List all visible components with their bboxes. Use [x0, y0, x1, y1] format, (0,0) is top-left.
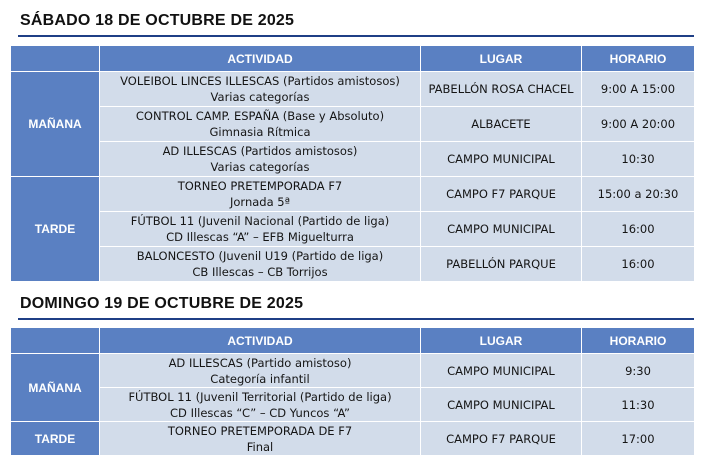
activity-cell: [100, 177, 421, 212]
time-cell: 10:30: [582, 142, 695, 177]
activity-line2: Final: [246, 439, 274, 454]
activity-line1: TORNEO PRETEMPORADA DE F7: [167, 423, 353, 438]
header-slot-blank: [11, 46, 100, 72]
activity-line2: Gimnasia Rítmica: [209, 125, 311, 139]
header-lugar: LUGAR: [421, 328, 582, 354]
activity-line2: CD Illescas “C” – CD Yuncos “A”: [170, 405, 350, 420]
activity-line1: BALONCESTO (Juvenil U19 (Partido de liga): [136, 249, 384, 263]
header-slot-blank: [11, 328, 100, 354]
table-row: [11, 388, 695, 422]
activity-line2: Varias categorías: [210, 90, 310, 104]
time-cell: 9:00 A 15:00: [582, 72, 695, 107]
schedule-table-sunday: [10, 327, 695, 456]
day-title-saturday: SÁBADO 18 DE OCTUBRE DE 2025: [20, 12, 295, 29]
table-row: [11, 142, 695, 177]
activity-line2: CD Illescas “A” – EFB Miguelturra: [166, 230, 354, 244]
time-cell: 16:00: [582, 247, 695, 282]
time-cell: 17:00: [582, 422, 695, 456]
header-actividad: ACTIVIDAD: [100, 46, 421, 72]
slot-label-tarde: TARDE: [11, 422, 100, 456]
location-cell: PABELLÓN PARQUE: [421, 247, 582, 282]
activity-line1: FÚTBOL 11 (Juvenil Territorial (Partido de liga): [128, 389, 392, 404]
activity-line1: TORNEO PRETEMPORADA F7: [177, 179, 343, 193]
location-cell: CAMPO MUNICIPAL: [421, 212, 582, 247]
activity-line2: Jornada 5ª: [229, 195, 291, 209]
activity-cell: [100, 107, 421, 142]
location-cell: CAMPO F7 PARQUE: [421, 422, 582, 456]
slot-label-manana: MAÑANA: [11, 72, 100, 177]
activity-line2: CB Illescas – CB Torrijos: [192, 265, 328, 279]
slot-label-manana: MAÑANA: [11, 354, 100, 422]
header-horario: HORARIO: [582, 328, 695, 354]
day-title-divider: [18, 35, 694, 37]
time-cell: 11:30: [582, 388, 695, 422]
table-row: [11, 422, 695, 456]
activity-cell: [100, 72, 421, 107]
activity-line1: FÚTBOL 11 (Juvenil Nacional (Partido de liga): [130, 214, 390, 228]
location-cell: CAMPO MUNICIPAL: [421, 142, 582, 177]
day-title-sunday: DOMINGO 19 DE OCTUBRE DE 2025: [20, 295, 304, 312]
activity-cell: [100, 388, 421, 422]
location-cell: CAMPO F7 PARQUE: [421, 177, 582, 212]
table-row: [11, 354, 695, 388]
location-cell: CAMPO MUNICIPAL: [421, 354, 582, 388]
table-row: [11, 177, 695, 212]
activity-line1: AD ILLESCAS (Partido amistoso): [168, 355, 352, 370]
location-cell: PABELLÓN ROSA CHACEL: [421, 72, 582, 107]
time-cell: 15:00 a 20:30: [582, 177, 695, 212]
activity-cell: [100, 212, 421, 247]
table-row: [11, 72, 695, 107]
time-cell: 16:00: [582, 212, 695, 247]
time-cell: 9:30: [582, 354, 695, 388]
activity-cell: [100, 142, 421, 177]
activity-line2: Categoría infantil: [210, 371, 310, 386]
activity-line1: CONTROL CAMP. ESPAÑA (Base y Absoluto): [135, 109, 385, 123]
slot-label-tarde: TARDE: [11, 177, 100, 282]
table-row: [11, 212, 695, 247]
header-lugar: LUGAR: [421, 46, 582, 72]
time-cell: 9:00 A 20:00: [582, 107, 695, 142]
day-title-divider: [18, 318, 694, 320]
table-row: [11, 107, 695, 142]
activity-line1: AD ILLESCAS (Partidos amistosos): [162, 144, 358, 158]
table-row: [11, 247, 695, 282]
header-actividad: ACTIVIDAD: [100, 328, 421, 354]
activity-cell: [100, 354, 421, 388]
activity-line2: Varias categorías: [210, 160, 310, 174]
activity-cell: [100, 247, 421, 282]
activity-line1: VOLEIBOL LINCES ILLESCAS (Partidos amistosos): [120, 74, 400, 88]
location-cell: ALBACETE: [421, 107, 582, 142]
location-cell: CAMPO MUNICIPAL: [421, 388, 582, 422]
schedule-table-saturday: [10, 45, 695, 282]
header-horario: HORARIO: [582, 46, 695, 72]
activity-cell: [100, 422, 421, 456]
